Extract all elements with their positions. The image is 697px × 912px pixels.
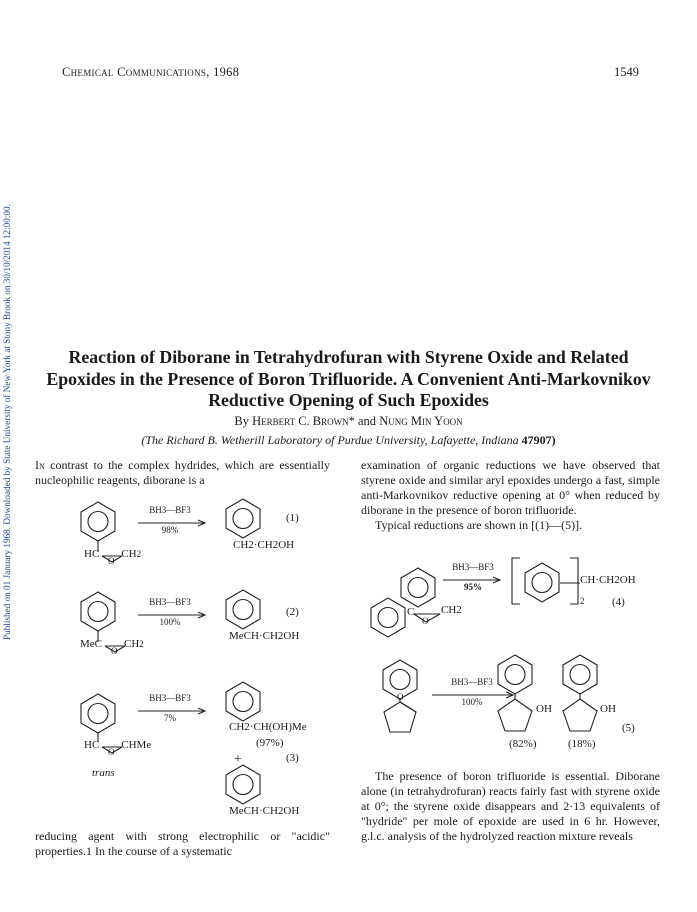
epoxide-o: O [108,747,115,757]
benzene-ring-icon [522,561,562,603]
epoxide-o: O [111,646,118,656]
cyclopentane-ring [494,693,538,737]
cyclopentane-ring [559,693,603,737]
scheme5-yield1: (82%) [509,738,537,750]
scheme5-o: O [397,692,404,702]
scheme4-reagent: BH3—BF3 [452,562,494,572]
scheme5-reagent: BH3—BF3 [451,677,493,687]
affiliation-zip: 47907) [521,433,556,447]
page-number: 1549 [614,65,639,79]
scheme3-yield: 7% [164,713,176,723]
scheme4-ch2-text: CH2 [441,604,462,616]
byline [40,414,657,429]
scheme4-yield: 95% [464,582,482,592]
right-col-p3: The presence of boron trifluoride is essential. Diborane alone (in tetrahydrofuran) reacts fairly fast with styrene oxide at 0°; the styrene oxide disappears and 2·13 equivalents of "hydride" per mole of epoxide are used in 6 hr. However, g.l.c. analysis of the hydrolyzed reaction mixture reveals [361,769,660,843]
right-col-p1: examination of organic reductions we have observed that styrene oxide and similar aryl epoxides undergo a fast, simple anti-Markovnikov reductive opening at 0° when reduced by diborane in the presence of boron trifluoride. [361,458,660,517]
benzene-ring-icon [560,653,600,695]
benzene-ring-icon [78,692,118,734]
benzene-ring-icon [223,588,263,630]
benzene-ring-icon [78,500,118,542]
scheme4-product: CH·CH2OH [580,574,636,586]
cyclopentane-epoxide [372,698,432,740]
scheme2-yield: 100% [159,617,181,627]
affiliation [40,433,657,448]
drop-initial: In [35,458,45,472]
right-col-top [361,458,660,533]
journal-name: Chemical Communications [62,65,207,79]
benzene-ring-icon [223,680,263,722]
scheme3-product1-yield: (97%) [256,737,284,749]
scheme5-yield2: (18%) [568,738,596,750]
byline-and: and [358,414,377,428]
left-col-end [35,829,330,859]
benzene-ring-icon [368,596,408,638]
download-watermark [2,80,20,640]
author-1: Herbert C. Brown* [252,414,355,428]
benzene-ring-icon [223,497,263,539]
scheme3-reagent: BH3—BF3 [149,693,191,703]
author-2: Nung Min Yoon [379,414,463,428]
scheme2-start: MeC CH2 [80,638,144,650]
bond-line [560,580,580,586]
scheme1-reagent: BH3—BF3 [149,505,191,515]
scheme4-sub: 2 [580,596,585,606]
scheme5-product2-oh: OH [600,703,616,715]
scheme2-product: MeCH·CH2OH [229,630,300,642]
scheme2-number: (2) [286,606,299,618]
article-title: Reaction of Diborane in Tetrahydrofuran with Styrene Oxide and Related Epoxides in the Presence of Boron Trifluoride. A Convenient Anti-Markovnikov Reductive Opening of Such Epoxides [46,347,651,410]
intro-text: contrast to the complex hydrides, which are essentially nucleophilic reagents, diborane is a [35,458,330,487]
scheme4-ch2 [441,604,462,616]
scheme1-number: (1) [286,512,299,524]
scheme4-o: O [422,616,429,626]
scheme4-number: (4) [612,596,625,608]
left-col-intro [35,458,330,488]
scheme5-product1-oh: OH [536,703,552,715]
scheme3-plus: + [234,752,242,767]
scheme3-product2: MeCH·CH2OH [229,805,300,817]
benzene-ring-icon [78,590,118,632]
epoxide-o: O [108,556,115,566]
scheme4-c: C [407,606,415,618]
download-watermark-text: Published on 01 January 1968. Downloaded by State University of New York at Stony Brook on 30/10/2014 12:00:00. [2,204,12,640]
scheme1-yield: 98% [161,525,179,535]
benzene-ring-icon [223,763,263,805]
scheme5-yield: 100% [461,697,483,707]
right-col-p2: Typical reductions are shown in [(1)—(5)]. [375,518,583,532]
affiliation-lab: (The Richard B. Wetherill Laboratory of Purdue University, Lafayette, Indiana [141,433,519,447]
scheme1-start: HC CH2 [84,548,142,560]
left-col-end-text: reducing agent with strong electrophilic or "acidic" properties.1 In the course of a systematic [35,829,330,858]
journal-year: 1968 [213,65,240,79]
right-col-bottom [361,769,660,844]
scheme3-start: HC CHMe [84,739,152,751]
byline-by: By [234,414,249,428]
scheme3-number: (3) [286,752,299,764]
scheme3-stereo: trans [92,767,115,779]
scheme2-reagent: BH3—BF3 [149,597,191,607]
scheme5-number: (5) [622,722,635,734]
benzene-ring-icon [495,653,535,695]
scheme3-product1: CH2·CH(OH)Me [229,721,307,733]
scheme1-product: CH2·CH2OH [233,539,295,551]
running-header: Chemical Communications, 1968 [62,65,240,79]
